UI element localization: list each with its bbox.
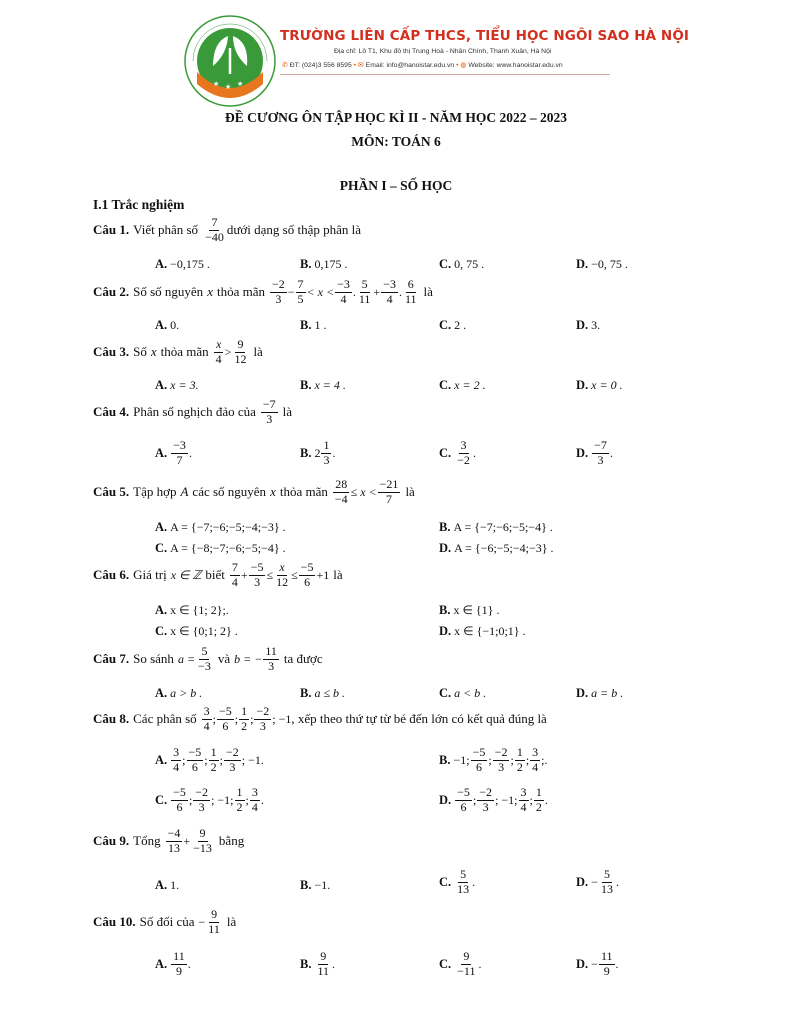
q9-option-b[interactable]: B. −1.: [300, 878, 331, 892]
q3-option-c[interactable]: C. x = 2 .: [439, 378, 486, 392]
question-6: Câu 6. Giá trị x ∈ ℤ biết 7 4 + $\frac{-5}{3}$ ≤ $\frac{x}{12}$ ≤ $\frac{-5}{6}$ +1 là: [93, 560, 343, 589]
q8-option-d[interactable]: D. −5 6 ; −2 3 ; −1; 3 4 ; 1 2 .: [439, 785, 548, 814]
header-divider: [280, 74, 610, 75]
q2-option-c[interactable]: C. 2 .: [439, 318, 467, 332]
q6-option-b[interactable]: B. x ∈ {1} .: [439, 603, 500, 617]
q10-option-d[interactable]: D. − $\frac{11}{9}$ .: [576, 949, 619, 978]
q1-option-d[interactable]: D. −0, 75 .: [576, 257, 628, 271]
q6-option-c[interactable]: C. x ∈ {0;1; 2} .: [155, 624, 238, 638]
school-name: TRƯỜNG LIÊN CẤP THCS, TIỂU HỌC NGÔI SAO HÀ NỘI: [280, 28, 690, 44]
q6-option-a[interactable]: A. x ∈ {1; 2};.: [155, 603, 229, 617]
q7-option-d[interactable]: D. a = b .: [576, 686, 624, 700]
q3-option-d[interactable]: D. x = 0 .: [576, 378, 623, 392]
q9-option-a[interactable]: A. 1.: [155, 878, 180, 892]
q1-option-c[interactable]: C. 0, 75 .: [439, 257, 485, 271]
q7-option-a[interactable]: A. a > b .: [155, 686, 203, 700]
q2-option-b[interactable]: B. 1 .: [300, 318, 327, 332]
q8-option-c[interactable]: C. −5 6 ; −2 3 ; −1; 1 2 ; 3 4 .: [155, 785, 264, 814]
q8-option-b[interactable]: B. −1; −5 6 ; −2 3 ; 1 2 ; 3 4 ;.: [439, 745, 548, 774]
q7-option-b[interactable]: B. a ≤ b .: [300, 686, 346, 700]
school-logo: [183, 14, 277, 108]
section-heading: I.1 Trắc nghiệm: [93, 197, 185, 212]
school-contact: ✆ ĐT: (024)3 556 8595 • ✉ Email: info@hanoistar.edu.vn • ◍ Website: www.hanoistar.edu.vn: [282, 62, 563, 69]
q4-option-d[interactable]: D. −7 3 .: [576, 438, 613, 467]
question-4: Câu 4. Phân số nghịch đảo của −7 3 là: [93, 397, 293, 426]
question-1: Câu 1. Viết phân số 7 −40 dưới dạng số thập phân là: [93, 215, 361, 244]
q7-option-c[interactable]: C. a < b .: [439, 686, 487, 700]
q3-option-b[interactable]: B. x = 4 .: [300, 378, 346, 392]
question-8: Câu 8. Các phân số 3 4 ; −5 6 ; 1 2 ; −2 3 ; −1 , xếp theo thứ tự từ bé đến lớn có kết quả đúng là: [93, 704, 547, 733]
q6-option-d[interactable]: D. x ∈ {−1;0;1} .: [439, 624, 526, 638]
q5-option-a[interactable]: A. A = {−7;−6;−5;−4;−3} .: [155, 520, 286, 534]
q10-option-c[interactable]: C. 9 −11 .: [439, 949, 482, 978]
question-5: Câu 5. Tập hợp A các số nguyên x thỏa mãn $\frac{28}{-4}$ ≤ x < −21 7 là: [93, 477, 415, 506]
question-10: Câu 10. Số đối của − $\frac{9}{11}$ là: [93, 907, 237, 936]
q10-option-a[interactable]: A. 11 9 .: [155, 949, 191, 978]
question-3: Câu 3. Số x thỏa mãn x 4 > 9 12 là: [93, 337, 263, 366]
school-address: Địa chỉ: Lô T1, Khu đô thị Trung Hoà - Nhân Chính, Thanh Xuân, Hà Nội: [334, 48, 552, 55]
svg-text:★: ★: [213, 80, 220, 88]
website-icon: ◍: [460, 62, 467, 69]
q4-option-a[interactable]: A. −3 7 .: [155, 438, 192, 467]
q5-option-d[interactable]: D. A = {−6;−5;−4;−3} .: [439, 541, 554, 555]
q3-option-a[interactable]: A. x = 3.: [155, 378, 199, 392]
q1-option-b[interactable]: B. 0,175 .: [300, 257, 348, 271]
q8-option-a[interactable]: A. 3 4 ; −5 6 ; 1 2 ; −2 3 ; −1.: [155, 745, 264, 774]
part-heading: PHẦN I – SỐ HỌC: [339, 178, 453, 193]
school-phone: ĐT: (024)3 556 8595: [289, 62, 352, 69]
svg-text:★: ★: [237, 80, 244, 88]
school-email[interactable]: Email: info@hanoistar.edu.vn: [365, 62, 455, 69]
phone-icon: ✆: [282, 62, 288, 69]
q4-option-b[interactable]: B. 2 1 3 .: [300, 438, 336, 467]
question-9: Câu 9. Tổng −4 13 + $\frac{9}{-13}$ bằng: [93, 826, 245, 855]
q9-option-d[interactable]: D. − $\frac{5}{13}$ .: [576, 867, 619, 896]
document-subject: MÔN: TOÁN 6: [351, 134, 441, 149]
question-7: Câu 7. So sánh a = $\frac{5}{-3}$ và b = − $\frac{11}{3}$ ta được: [93, 644, 323, 673]
document-title: ĐỀ CƯƠNG ÔN TẬP HỌC KÌ II - NĂM HỌC 2022 – 2023: [224, 110, 567, 125]
q10-option-b[interactable]: B. 9 11 .: [300, 949, 336, 978]
q5-option-c[interactable]: C. A = {−8;−7;−6;−5;−4} .: [155, 541, 286, 555]
question-2: Câu 2. Số số nguyên x thỏa mãn −2 3 − $\frac{7}{5}$ < x < −3 4 . 5 11 + $\frac{-3}{4}$ . 6 11 là: [93, 277, 433, 306]
email-icon: ✉: [357, 62, 364, 69]
q5-option-b[interactable]: B. A = {−7;−6;−5;−4} .: [439, 520, 553, 534]
q1-option-a[interactable]: A. −0,175 .: [155, 257, 210, 271]
school-website[interactable]: Website: www.hanoistar.edu.vn: [468, 62, 563, 69]
q9-option-c[interactable]: C. 5 13 .: [439, 867, 476, 896]
q4-option-c[interactable]: C. 3 −2 .: [439, 438, 476, 467]
svg-text:★: ★: [225, 83, 232, 91]
q2-option-d[interactable]: D. 3.: [576, 318, 601, 332]
fraction: 7 −40: [205, 215, 224, 244]
q2-option-a[interactable]: A. 0.: [155, 318, 180, 332]
